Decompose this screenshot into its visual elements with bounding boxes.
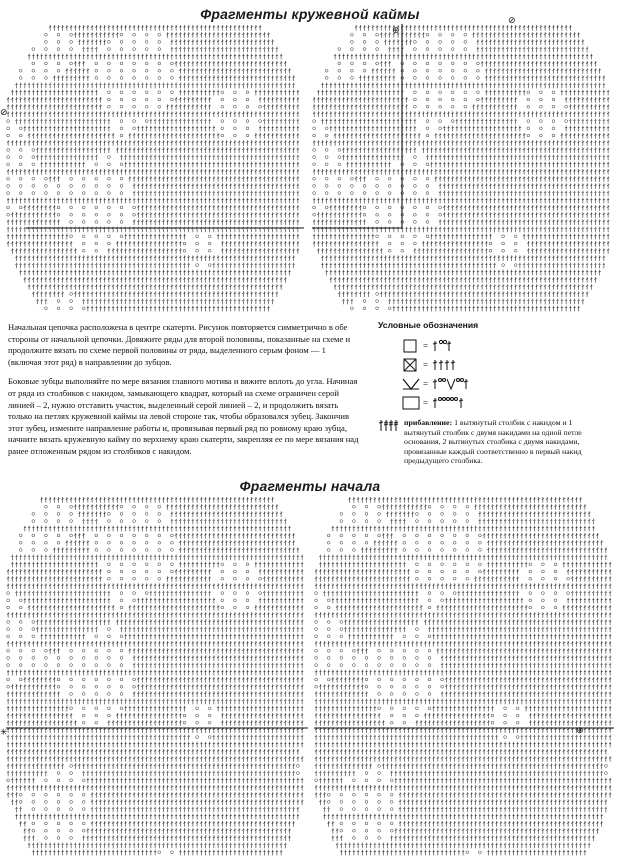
lace-edging-chart-left [6,24,304,314]
increase-stitch-icon [378,418,404,432]
legend-equals: = [423,340,429,351]
four-double-crochet-icon [431,358,477,372]
beginning-chart-right [314,496,614,862]
description-text [8,322,360,466]
marker-three-icon: ⊘ [508,16,516,26]
increase-description [404,418,610,466]
beginning-chart-left-svg [6,496,308,862]
description-paragraph-1: Начальная цепочка расположена в центре скатерти. Рисунок повторяется симметрично в обе стороны от начальной цепочки. Довяжите ряды для второй половины, показанные на схеме и продолжите вязать по схеме первой половины от ряда, выделенного серым фоном — 1 (включая этот ряд) в направлении до зубцов. [8,322,351,367]
chain-arch-icon [431,396,477,410]
legend-title: Условные обозначения [378,320,479,330]
legend [378,320,610,466]
v-shape-icon [402,377,420,391]
lace-edging-chart-right-svg [312,24,614,314]
beginning-fragments-title: Фрагменты начала [239,478,381,494]
marker-one-icon: ⊘ [0,108,8,118]
legend-equals: = [423,397,429,408]
empty-square-icon [402,339,420,353]
legend-item-arch [378,393,610,412]
marker-end-icon: ⊕ [576,726,584,736]
beginning-chart-left [6,496,308,862]
legend-increase [378,418,610,466]
legend-item-v-shape [378,374,610,393]
lace-edging-title: Фрагменты кружевной каймы [200,6,420,22]
legend-item-empty-square [378,336,610,355]
beginning-chart-right-svg [314,496,614,862]
lace-edging-chart-left-svg [6,24,304,314]
double-crochet-chain-icon [431,339,477,353]
legend-equals: = [423,378,429,389]
lace-edging-chart-right [312,24,614,314]
increase-text: 1 вытянутый столбик с накидом и 1 вытянутый столбик с двумя накидами на одной петле основания, 2 вытянутых столбика с двумя накидами, провязанные каждый соответственно в первый накид предыдущего столбика. [404,418,582,466]
increase-label: прибавление: [404,418,453,427]
legend-equals: = [423,359,429,370]
asterisk-marker-icon: ✳ [0,728,8,738]
v-stitch-group-icon [431,377,477,391]
marker-two-icon: ⊕ [392,26,400,36]
crossed-square-icon [402,358,420,372]
description-paragraph-2: Боковые зубцы выполняйте по мере вязания главного мотива и вяжите вплоть до угла. Начиная от ряда из столбиков с накидом, замыкающего квадрат, который на схеме ограничен серой линией – 2, нужно отставить участок, выделенный серой линией – 2, и продолжить вязать только на петлях кружевной каймы на левой стороне так, чтобы образовался зубец. Закончив этот зубец, измените направление работы и, провязывая первый ряд по ровному краю зубца, начните вязать кружевную кайму по верхнему краю скатерти, закрепляя ее по мере вязания над ранее отложенным рядом из столбиков с накидом. [8,376,359,456]
arch-icon [402,396,420,410]
legend-item-crossed-square [378,355,610,374]
